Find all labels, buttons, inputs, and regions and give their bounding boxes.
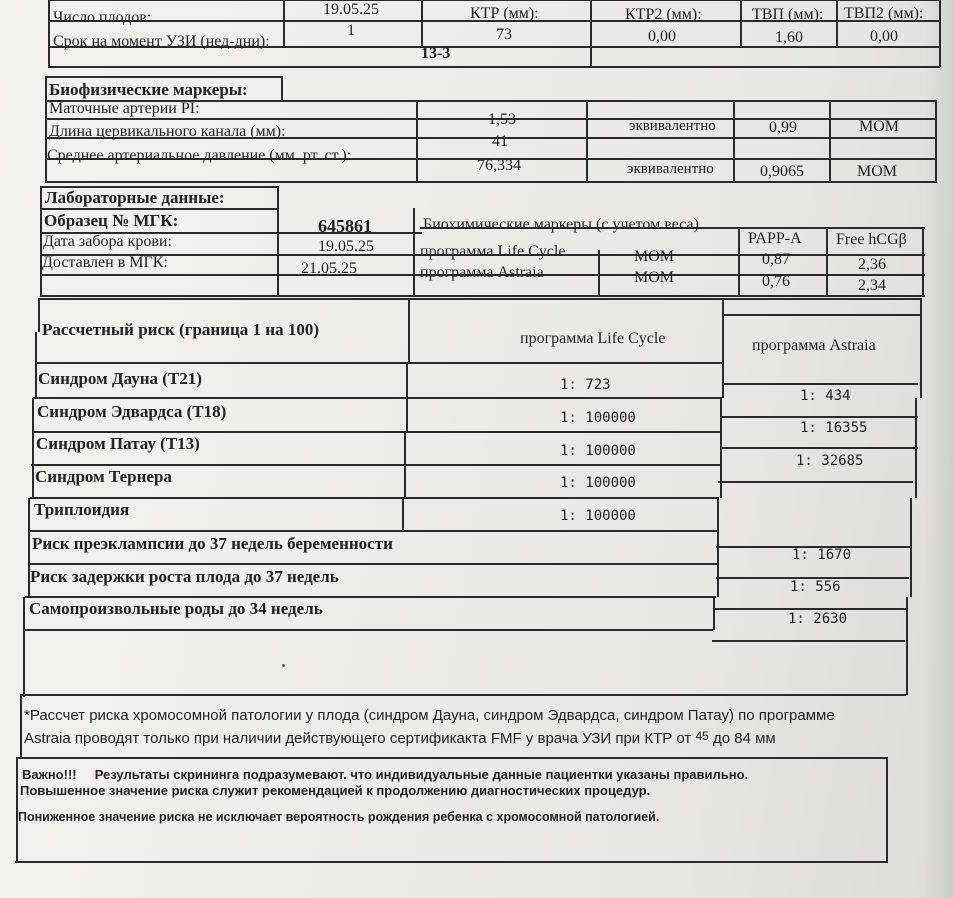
astraia-pappa-value: 0,76 [762,273,790,290]
risk-down-label: Синдром Дауна (Т21) [38,369,202,388]
page-edge-shadow [924,0,954,898]
risk-patau-astraia: 1: 32685 [796,453,864,469]
risk-down-astraia: 1: 434 [800,388,851,404]
fetus-count-label: Число плодов: [53,9,152,26]
blood-draw-date: 19.05.25 [318,238,374,255]
program-astraia-label: программа Astraia [420,264,544,281]
important-line-3: Пониженное значение риска не исключает вероятность рождения ребенка с хромосомной патологией. [18,810,660,824]
risk-preterm-astraia: 1: 2630 [788,611,848,627]
astraia-mom-unit: MOM [634,269,675,286]
blood-draw-label: Дата забора крови: [43,233,172,250]
lab-title: Лабораторные данные: [45,188,225,207]
footnote-ktr-min: 45 [695,729,709,743]
footnote-line-1-main: *Рассчет риска хромосомной патологии у плода (синдром Дауна, синдром Эдвардса, синдром Патау [24,707,729,724]
risk-turner-label: Синдром Тернера [35,467,172,486]
blood-pressure-equiv: эквивалентно [627,161,714,177]
tvp-value: 1,60 [775,29,803,46]
delivered-date: 21.05.25 [301,260,357,277]
ktr-label: КТР (мм): [470,5,539,22]
risk-edwards-astraia: 1: 16355 [800,420,868,436]
cervical-length-value: 41 [492,133,508,150]
important-label: Важно!!! [22,767,77,782]
biophysical-title: Биофизические маркеры: [49,80,248,99]
uterine-artery-label: Маточные артерии PI: [49,100,200,117]
sample-label: Образец № МГК: [44,211,179,230]
ktr2-label: КТР2 (мм): [625,6,702,23]
paper-speck [282,664,285,667]
term-value: 13-3 [421,45,451,62]
astraia-hcg-value: 2,34 [858,277,886,294]
blood-pressure-mom: MOM [857,163,898,180]
lifecycle-pappa-value: 0,87 [762,251,790,268]
risk-down-lifecycle: 1: 723 [560,377,611,393]
uterine-artery-equiv: эквивалентно [629,118,716,134]
pappa-label: PAPP-A [748,230,802,247]
risk-growth-astraia: 1: 556 [790,579,841,595]
risk-triploidy-label: Триплоидия [34,500,130,519]
sample-number: 645861 [318,216,372,236]
tvp-label: ТВП (мм): [752,6,824,23]
important-line-1 [22,768,748,781]
ktr2-value: 0,00 [648,28,676,45]
risk-growth-label: Риск задержки роста плода до 37 недель [30,567,339,586]
footnote-line-1 [24,708,835,723]
important-line-2: Повышенное значение риска служит рекомендацией к продолжению диагностических процедур. [20,783,651,798]
risk-col-astraia: программа Astraia [752,337,876,354]
program-lifecycle-label: программа Life Cycle [420,243,566,260]
lifecycle-hcg-value: 2,36 [858,256,886,273]
delivered-label: Доставлен в МГК: [42,254,168,271]
risk-edwards-lifecycle: 1: 100000 [560,410,636,426]
uterine-artery-mom: MOM [859,118,900,135]
biochem-label: Биохимические маркеры (с учетом веса) [423,216,699,233]
tvp2-label: ТВП2 (мм): [844,5,924,22]
fetus-count-value: 1 [347,22,355,39]
hcg-label: Free hCGβ [836,231,907,248]
ultrasound-date: 19.05.25 [323,1,379,18]
lifecycle-mom-unit: MOM [634,248,675,265]
footnote-line-2 [24,731,776,746]
risk-patau-lifecycle: 1: 100000 [560,443,636,459]
blood-pressure-mom-value: 0,9065 [760,163,804,180]
risk-preeclampsia-label: Риск преэклампсии до 37 недель беременности [32,534,393,553]
term-label: Срок на момент УЗИ (нед-дни): [53,33,270,50]
risk-triploidy-lifecycle: 1: 100000 [560,508,636,524]
footnote-line-2-main: Astraia проводят только при наличии действующего сертификакта FMF у врача УЗИ при КТР от [24,730,692,747]
blood-pressure-value: 76,334 [477,157,521,174]
risk-col-lifecycle: программа Life Cycle [520,330,666,347]
risk-preterm-label: Самопроизвольные роды до 34 недель [29,599,323,618]
risk-turner-lifecycle: 1: 100000 [560,475,636,491]
footnote-line-2-end: до 84 мм [713,730,776,747]
blood-pressure-label: Среднее артериальное давление (мм. рт. ст.): [47,147,352,164]
tvp2-value: 0,00 [870,28,898,45]
important-text-1: Результаты скрининга подразумевают. что индивидуальные данные пациентки указаны правильно. [94,767,749,782]
uterine-artery-mom-value: 0,99 [769,119,797,136]
risk-preeclampsia-astraia: 1: 1670 [792,547,852,563]
uterine-artery-value: 1,53 [488,111,516,128]
risk-title: Рассчетный риск (граница 1 на 100) [42,320,319,339]
cervical-length-label: Длина цервикального канала (мм): [49,123,286,140]
risk-edwards-label: Синдром Эдвардса (Т18) [37,402,227,421]
risk-patau-label: Синдром Патау (Т13) [36,434,200,453]
footnote-line-1-end: ) по программе [728,707,835,724]
ktr-value: 73 [496,26,512,43]
